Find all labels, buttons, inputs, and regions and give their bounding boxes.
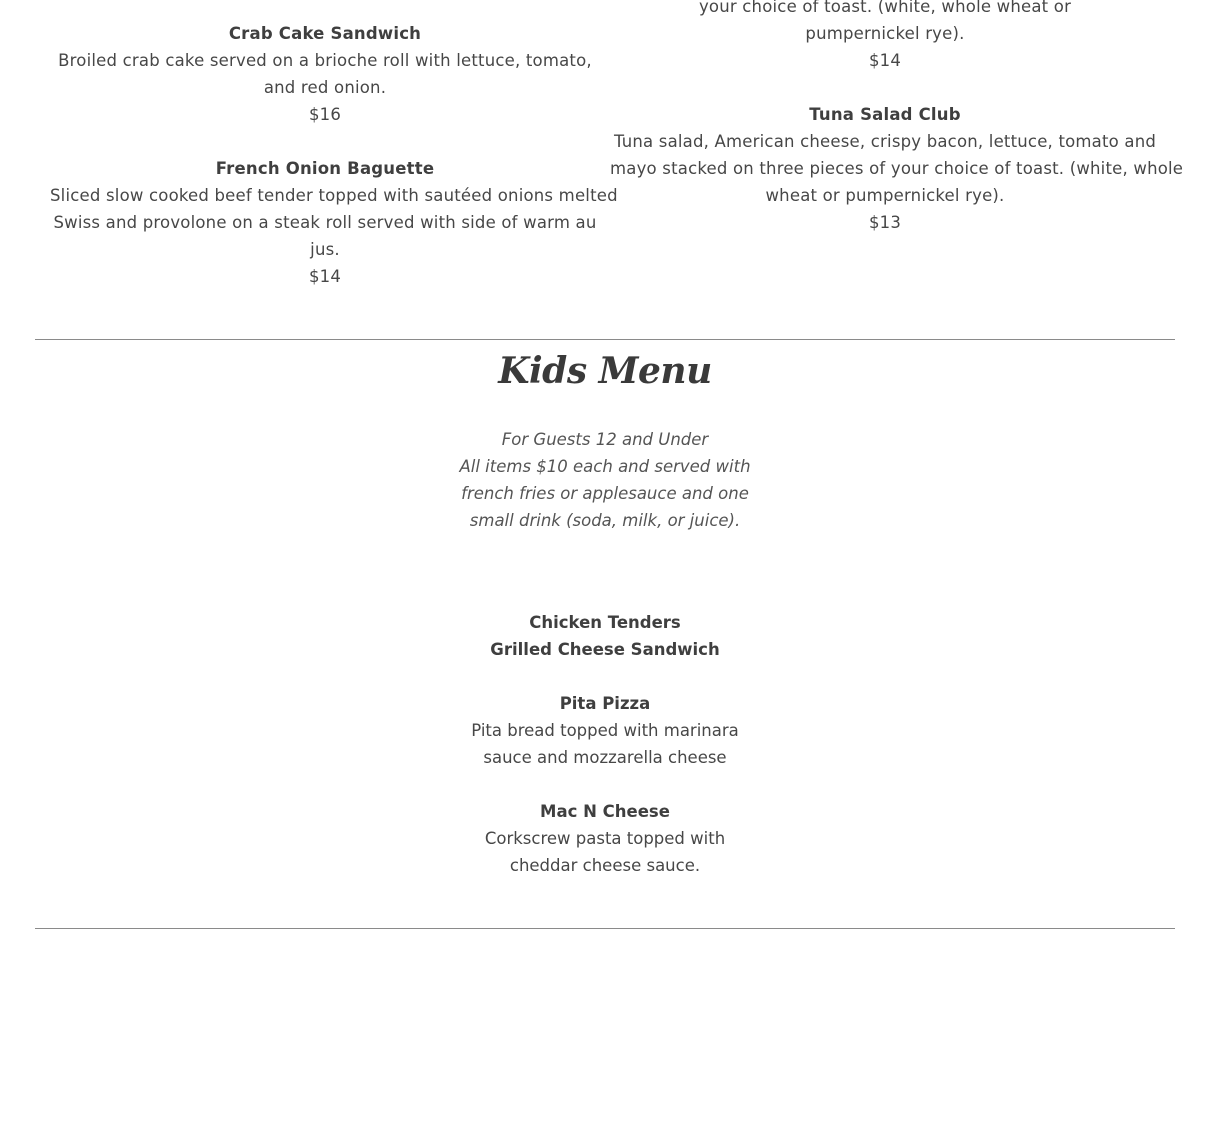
item-name: Chicken Tenders [529, 613, 681, 632]
item-description: mayo stacked on three pieces of your choice of toast. (white, whole [610, 159, 1184, 178]
item-price: $14 [868, 51, 902, 70]
item-name: Crab Cake Sandwich [228, 24, 422, 43]
item-description: Corkscrew pasta topped with [484, 829, 726, 848]
kids-menu-title: Kids Menu [498, 350, 712, 392]
item-description: Tuna salad, American cheese, crispy bacon, lettuce, tomato and [613, 132, 1157, 151]
note-line: For Guests 12 and Under [501, 430, 709, 449]
item-description: Swiss and provolone on a steak roll served with side of warm au [53, 213, 597, 232]
item-name: Tuna Salad Club [809, 105, 961, 124]
menu-item [405, 798, 805, 879]
item-price: $14 [308, 267, 342, 286]
item-description: pumpernickel rye). [805, 24, 965, 43]
menu-item [610, 101, 1184, 236]
kids-menu-note [405, 426, 805, 534]
item-price: $13 [868, 213, 902, 232]
item-description: wheat or pumpernickel rye). [765, 186, 1005, 205]
item-description: Broiled crab cake served on a brioche roll with lettuce, tomato, [58, 51, 592, 70]
note-line: small drink (soda, milk, or juice). [469, 511, 741, 530]
note-line: All items $10 each and served with [459, 457, 751, 476]
item-name: Grilled Cheese Sandwich [490, 640, 720, 659]
item-description: Sliced slow cooked beef tender topped with sautéed onions melted [50, 186, 618, 205]
menu-item [405, 690, 805, 771]
menu-item [50, 20, 600, 128]
item-name: French Onion Baguette [215, 159, 435, 178]
item-description: and red onion. [263, 78, 387, 97]
item-description: sauce and mozzarella cheese [483, 748, 727, 767]
section-divider [35, 928, 1175, 929]
item-description: Pita bread topped with marinara [471, 721, 739, 740]
section-divider [35, 339, 1175, 340]
item-name: Pita Pizza [559, 694, 651, 713]
menu-item [50, 155, 618, 290]
menu-item [610, 0, 1160, 74]
sandwich-column-left [50, 20, 618, 290]
item-description: your choice of toast. (white, whole wheat or [698, 0, 1072, 16]
sandwich-column-right [610, 0, 1184, 236]
item-name: Mac N Cheese [540, 802, 670, 821]
item-price: $16 [308, 105, 342, 124]
item-description: jus. [310, 240, 340, 259]
note-line: french fries or applesauce and one [461, 484, 749, 503]
item-description: cheddar cheese sauce. [509, 856, 701, 875]
kids-menu-items [405, 609, 805, 879]
